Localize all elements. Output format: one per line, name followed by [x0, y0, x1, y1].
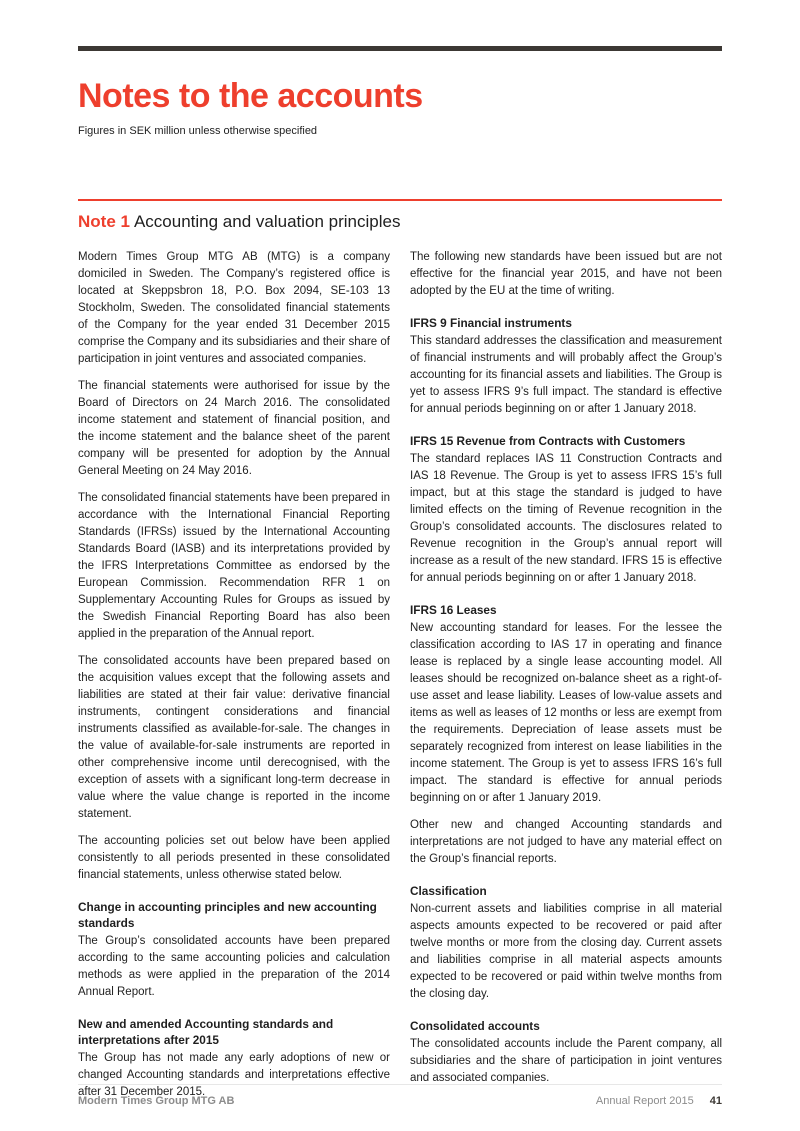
paragraph: The Group has not made any early adoptions of new or changed Accounting standards and interpretations effective after 31 December 2015. — [78, 1051, 390, 1098]
top-rule — [78, 46, 722, 51]
section-heading: IFRS 9 Financial instruments — [410, 315, 572, 330]
page-footer — [78, 1084, 722, 1107]
note-title: Accounting and valuation principles — [133, 211, 401, 231]
paragraph: The consolidated financial statements have been prepared in accordance with the International Financial Reporting Standards (IFRSs) issued by the International Accounting Standards Board (IASB) and its interpretations provided by the IFRS Interpretations Committee as endorsed by the European Commission. Recommendation RFR 1 on Supplementary Accounting Rules for Groups as issued by the Swedish Financial Reporting Board has also been applied in the preparation of the Annual report. — [78, 491, 390, 640]
section-heading: Consolidated accounts — [410, 1018, 540, 1033]
section-heading: New and amended Accounting standards and interpretations after 2015 — [78, 1016, 334, 1047]
paragraph: The following new standards have been issued but are not effective for the financial year 2015, and have not been adopted by the EU at the time of writing. — [410, 250, 722, 297]
paragraph: The accounting policies set out below have been applied consistently to all periods presented in these consolidated financial statements, unless otherwise stated below. — [78, 834, 390, 881]
paragraph: New accounting standard for leases. For the lessee the classification according to IAS 17 in operating and finance lease is replaced by a single lease accounting model. All leases should be recognized on-balance sheet as a right-of-use asset and lease liability. Leases of low-value assets and items as well as leases of 12 months or less are exempt from the requirements. Depreciation of lease assets must be separately recognized from interest on lease liabilities in the income statement. The Group is yet to assess IFRS 16’s full impact. The standard is effective for annual periods beginning on or after 1 January 2019. — [410, 621, 722, 804]
note-label: Note 1 — [78, 211, 130, 231]
footer-page-number: 41 — [709, 1095, 722, 1107]
paragraph: The Group’s consolidated accounts have been prepared according to the same accounting policies and calculation methods as were applied in the preparation of the 2014 Annual Report. — [78, 934, 390, 998]
page-subtitle: Figures in SEK million unless otherwise specified — [78, 124, 318, 137]
paragraph: This standard addresses the classification and measurement of financial instruments and will probably affect the Group’s accounting for its financial assets and liabilities. The Group is yet to assess IFRS 9’s full impact. The standard is effective for annual periods beginning on or after 1 January 2018. — [410, 334, 722, 415]
section-heading: IFRS 15 Revenue from Contracts with Customers — [410, 433, 686, 448]
paragraph: Non-current assets and liabilities comprise in all material aspects amounts expected to be recovered or paid after twelve months or more from the closing day. Current assets and liabilities comprise in all material aspects amounts expected to be recovered or paid within twelve months from the closing day. — [410, 902, 722, 1000]
left-column — [78, 249, 390, 1111]
paragraph: The consolidated accounts have been prepared based on the acquisition values except that the following assets and liabilities are stated at their fair value: derivative financial instruments, contingent considerations and financial instruments classified as available-for-sale. The changes in the value of available-for-sale instruments are reported in other comprehensive income until derecognised, with the exception of assets with a significant long-term decrease in value where the value change is reported in the income statement. — [78, 654, 390, 820]
footer-report-title: Annual Report 2015 — [595, 1095, 694, 1107]
section-heading: Change in accounting principles and new accounting standards — [78, 899, 377, 930]
note-rule — [78, 199, 722, 201]
right-column — [410, 249, 722, 1111]
page-content — [0, 46, 800, 1111]
body-columns — [78, 249, 722, 1111]
paragraph: Modern Times Group MTG AB (MTG) is a company domiciled in Sweden. The Company’s registered office is located at Skeppsbron 18, P.O. Box 2094, SE-103 13 Stockholm, Sweden. The consolidated financial statements of the Company for the year ended 31 December 2015 comprise the Company and its subsidiaries and their share of participation in joint ventures and associated companies. — [78, 250, 390, 365]
note-heading — [78, 212, 722, 232]
section-heading: Classification — [410, 883, 487, 898]
paragraph: The financial statements were authorised for issue by the Board of Directors on 24 March 2016. The consolidated income statement and statement of financial position, and the income statement and the balance sheet of the parent company will be presented for adoption by the Annual General Meeting on 24 May 2016. — [78, 379, 390, 477]
paragraph: The consolidated accounts include the Parent company, all subsidiaries and the share of participation in joint ventures and associated companies. — [410, 1037, 722, 1084]
section-heading: IFRS 16 Leases — [410, 602, 497, 617]
page-title: Notes to the accounts — [78, 77, 423, 115]
paragraph: The standard replaces IAS 11 Construction Contracts and IAS 18 Revenue. The Group is yet to assess IFRS 15’s full impact, but at this stage the standard is judged to have limited effects on the timing of Revenue recognition in the Group’s consolidated accounts. The disclosures related to Revenue recognition in the Group’s annual report will increase as a result of the new standard. IFRS 15 is effective for annual periods beginning on or after 1 January 2018. — [410, 452, 722, 584]
paragraph: Other new and changed Accounting standards and interpretations are not judged to have any material effect on the Group’s financial reports. — [410, 818, 722, 865]
note-header — [78, 199, 722, 232]
footer-right — [596, 1095, 722, 1107]
footer-company: Modern Times Group MTG AB — [78, 1095, 235, 1107]
